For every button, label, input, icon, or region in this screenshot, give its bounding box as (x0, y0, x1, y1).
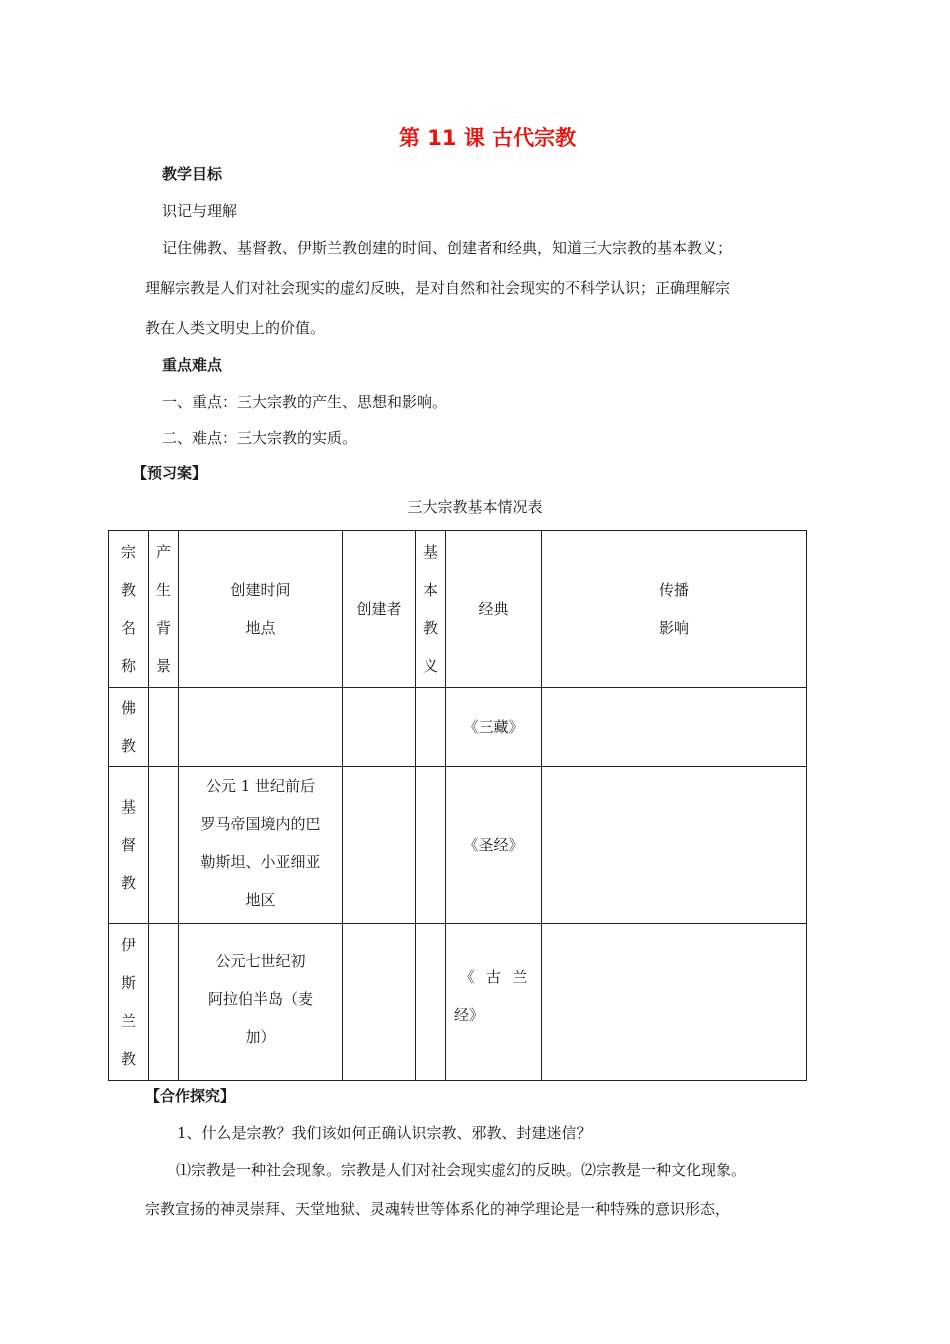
cell-empty (542, 767, 807, 924)
preview-heading: 【预习案】 (132, 464, 208, 482)
cell-empty (343, 688, 416, 767)
row-christianity-name: 基督教 (109, 767, 149, 924)
header-classic: 经典 (446, 531, 542, 688)
coop-answer-line-1: ⑴宗教是一种社会现象。宗教是人们对社会现实虚幻的反映。⑵宗教是一种文化现象。 (176, 1161, 747, 1179)
objectives-line-1: 记住佛教、基督教、伊斯兰教创建的时间、创建者和经典，知道三大宗教的基本教义； (162, 239, 733, 257)
page-title: 第 11 课 古代宗教 (398, 126, 577, 150)
table-header-row (109, 531, 807, 688)
table-caption: 三大宗教基本情况表 (407, 498, 543, 516)
objectives-line-2: 理解宗教是人们对社会现实的虚幻反映，是对自然和社会现实的不科学认识；正确理解宗 (145, 279, 731, 297)
cell-empty (343, 924, 416, 1081)
header-time: 创建时间 地点 (179, 531, 343, 688)
table-row (109, 767, 807, 924)
objectives-line-3: 教在人类文明史上的价值。 (145, 319, 326, 337)
cell-empty (149, 688, 179, 767)
row-islam-name: 伊斯兰教 (109, 924, 149, 1081)
row-buddhism-classic: 《三藏》 (446, 688, 542, 767)
cell-empty (416, 924, 446, 1081)
cell-empty (179, 688, 343, 767)
coop-question-1: 1、什么是宗教？我们该如何正确认识宗教、邪教、封建迷信？ (177, 1124, 592, 1142)
cell-empty (542, 924, 807, 1081)
header-background: 产生背景 (149, 531, 179, 688)
table-row (109, 924, 807, 1081)
row-christianity-time: 公元 1 世纪前后 罗马帝国境内的巴 勒斯坦、小亚细亚 地区 (179, 767, 343, 924)
row-christianity-classic: 《圣经》 (446, 767, 542, 924)
header-spread: 传播 影响 (542, 531, 807, 688)
coop-heading: 【合作探究】 (145, 1087, 236, 1105)
row-islam-classic: 《 古 兰 经》 (446, 924, 542, 1081)
keypoint-2: 二、难点：三大宗教的实质。 (162, 429, 358, 447)
cell-empty (149, 767, 179, 924)
coop-answer-line-2: 宗教宣扬的神灵崇拜、天堂地狱、灵魂转世等体系化的神学理论是一种特殊的意识形态， (145, 1200, 731, 1218)
religions-table (108, 530, 807, 1081)
cell-empty (416, 688, 446, 767)
table-row (109, 688, 807, 767)
cell-empty (416, 767, 446, 924)
header-doctrine: 基本教义 (416, 531, 446, 688)
objectives-heading: 教学目标 (162, 165, 223, 183)
row-islam-time: 公元七世纪初 阿拉伯半岛（麦 加） (179, 924, 343, 1081)
keypoint-1: 一、重点：三大宗教的产生、思想和影响。 (162, 393, 448, 411)
row-buddhism-name: 佛教 (109, 688, 149, 767)
cell-empty (542, 688, 807, 767)
cell-empty (343, 767, 416, 924)
objectives-sub: 识记与理解 (162, 202, 238, 220)
keypoints-heading: 重点难点 (162, 356, 223, 374)
cell-empty (149, 924, 179, 1081)
header-name: 宗教名称 (109, 531, 149, 688)
header-founder: 创建者 (343, 531, 416, 688)
